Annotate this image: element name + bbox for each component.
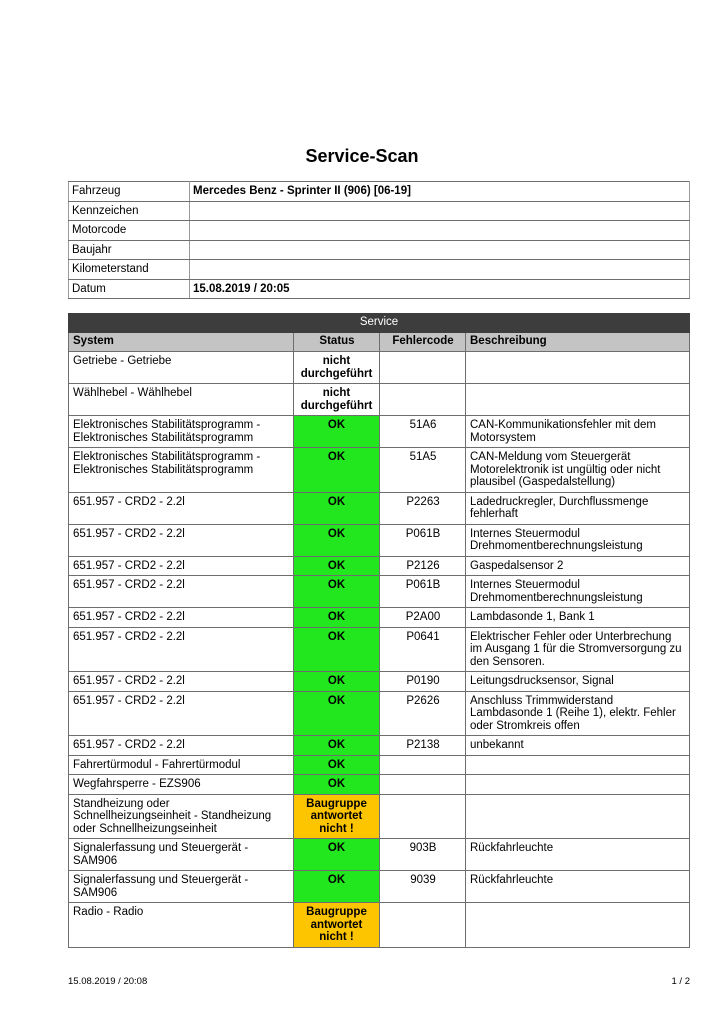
table-row	[69, 691, 690, 736]
fehlercode-cell: 903B	[380, 839, 466, 871]
status-badge: OK	[294, 416, 380, 448]
table-row	[69, 416, 690, 448]
fehlercode-cell: P2138	[380, 736, 466, 756]
vehicle-info-value	[190, 260, 690, 280]
vehicle-info-table	[68, 181, 690, 299]
system-cell: 651.957 - CRD2 - 2.2l	[69, 492, 294, 524]
status-badge: OK	[294, 556, 380, 576]
column-header-fehlercode: Fehlercode	[380, 333, 466, 352]
table-row	[69, 576, 690, 608]
service-table	[68, 313, 690, 948]
system-cell: Radio - Radio	[69, 903, 294, 948]
beschreibung-cell: Internes Steuermodul Drehmomentberechnungsleistung	[466, 524, 690, 556]
status-badge: nicht durchgeführt	[294, 352, 380, 384]
table-row	[69, 794, 690, 839]
fehlercode-cell: P061B	[380, 576, 466, 608]
page-title: Service-Scan	[305, 146, 419, 166]
column-header-row	[69, 333, 690, 352]
vehicle-info-label: Fahrzeug	[69, 182, 190, 202]
fehlercode-cell	[380, 794, 466, 839]
beschreibung-cell: CAN-Kommunikationsfehler mit dem Motorsystem	[466, 416, 690, 448]
vehicle-info-row	[69, 221, 690, 241]
table-row	[69, 448, 690, 493]
system-cell: Signalerfassung und Steuergerät - SAM906	[69, 871, 294, 903]
table-row	[69, 627, 690, 672]
vehicle-info-label: Kennzeichen	[69, 201, 190, 221]
vehicle-info-value: 15.08.2019 / 20:05	[190, 279, 690, 299]
beschreibung-cell: CAN-Meldung vom Steuergerät Motorelektronik ist ungültig oder nicht plausibel (Gaspedalstellung)	[466, 448, 690, 493]
system-cell: 651.957 - CRD2 - 2.2l	[69, 627, 294, 672]
vehicle-info-label: Kilometerstand	[69, 260, 190, 280]
status-badge: OK	[294, 755, 380, 775]
service-section-header	[69, 314, 690, 333]
system-cell: Standheizung oder Schnellheizungseinheit - Standheizung oder Schnellheizungseinheit	[69, 794, 294, 839]
fehlercode-cell	[380, 755, 466, 775]
system-cell: 651.957 - CRD2 - 2.2l	[69, 556, 294, 576]
beschreibung-cell	[466, 903, 690, 948]
status-badge: OK	[294, 524, 380, 556]
fehlercode-cell: P2263	[380, 492, 466, 524]
vehicle-info-value	[190, 221, 690, 241]
beschreibung-cell: Gaspedalsensor 2	[466, 556, 690, 576]
vehicle-info-row	[69, 260, 690, 280]
system-cell: 651.957 - CRD2 - 2.2l	[69, 736, 294, 756]
fehlercode-cell	[380, 352, 466, 384]
column-header-system: System	[69, 333, 294, 352]
fehlercode-cell: 9039	[380, 871, 466, 903]
fehlercode-cell	[380, 903, 466, 948]
status-badge: Baugruppe antwortet nicht !	[294, 794, 380, 839]
vehicle-info-row	[69, 201, 690, 221]
beschreibung-cell	[466, 794, 690, 839]
system-cell: 651.957 - CRD2 - 2.2l	[69, 576, 294, 608]
beschreibung-cell	[466, 775, 690, 795]
table-row	[69, 736, 690, 756]
system-cell: Wegfahrsperre - EZS906	[69, 775, 294, 795]
system-cell: 651.957 - CRD2 - 2.2l	[69, 691, 294, 736]
system-cell: 651.957 - CRD2 - 2.2l	[69, 524, 294, 556]
status-badge: OK	[294, 627, 380, 672]
table-row	[69, 352, 690, 384]
system-cell: Wählhebel - Wählhebel	[69, 384, 294, 416]
system-cell: Elektronisches Stabilitätsprogramm - Elektronisches Stabilitätsprogramm	[69, 448, 294, 493]
table-row	[69, 672, 690, 692]
beschreibung-cell	[466, 352, 690, 384]
vehicle-info-label: Baujahr	[69, 240, 190, 260]
status-badge: OK	[294, 691, 380, 736]
status-badge: Baugruppe antwortet nicht !	[294, 903, 380, 948]
fehlercode-cell: 51A5	[380, 448, 466, 493]
fehlercode-cell: 51A6	[380, 416, 466, 448]
status-badge: OK	[294, 736, 380, 756]
vehicle-info-row	[69, 182, 690, 202]
vehicle-info-label: Datum	[69, 279, 190, 299]
table-row	[69, 839, 690, 871]
table-row	[69, 775, 690, 795]
fehlercode-cell: P061B	[380, 524, 466, 556]
system-cell: Getriebe - Getriebe	[69, 352, 294, 384]
table-row	[69, 556, 690, 576]
fehlercode-cell	[380, 384, 466, 416]
status-badge: OK	[294, 672, 380, 692]
beschreibung-cell: Lambdasonde 1, Bank 1	[466, 608, 690, 628]
system-cell: Elektronisches Stabilitätsprogramm - Elektronisches Stabilitätsprogramm	[69, 416, 294, 448]
fehlercode-cell: P0190	[380, 672, 466, 692]
table-row	[69, 492, 690, 524]
beschreibung-cell: Rückfahrleuchte	[466, 871, 690, 903]
fehlercode-cell	[380, 775, 466, 795]
system-cell: 651.957 - CRD2 - 2.2l	[69, 672, 294, 692]
beschreibung-cell: Elektrischer Fehler oder Unterbrechung im Ausgang 1 für die Stromversorgung zu den Sensoren.	[466, 627, 690, 672]
beschreibung-cell: Leitungsdrucksensor, Signal	[466, 672, 690, 692]
fehlercode-cell: P0641	[380, 627, 466, 672]
status-badge: nicht durchgeführt	[294, 384, 380, 416]
status-badge: OK	[294, 775, 380, 795]
beschreibung-cell: Anschluss Trimmwiderstand Lambdasonde 1 (Reihe 1), elektr. Fehler oder Stromkreis offen	[466, 691, 690, 736]
fehlercode-cell: P2126	[380, 556, 466, 576]
beschreibung-cell: Internes Steuermodul Drehmomentberechnungsleistung	[466, 576, 690, 608]
vehicle-info-value	[190, 240, 690, 260]
table-row	[69, 384, 690, 416]
table-row	[69, 524, 690, 556]
service-section-title: Service	[69, 314, 690, 333]
table-row	[69, 608, 690, 628]
beschreibung-cell: Rückfahrleuchte	[466, 839, 690, 871]
footer-timestamp: 15.08.2019 / 20:08	[68, 976, 148, 987]
vehicle-info-label: Motorcode	[69, 221, 190, 241]
beschreibung-cell	[466, 755, 690, 775]
table-row	[69, 903, 690, 948]
status-badge: OK	[294, 608, 380, 628]
vehicle-info-row	[69, 279, 690, 299]
status-badge: OK	[294, 839, 380, 871]
table-row	[69, 755, 690, 775]
system-cell: 651.957 - CRD2 - 2.2l	[69, 608, 294, 628]
status-badge: OK	[294, 448, 380, 493]
status-badge: OK	[294, 492, 380, 524]
beschreibung-cell: Ladedruckregler, Durchflussmenge fehlerhaft	[466, 492, 690, 524]
column-header-beschreibung: Beschreibung	[466, 333, 690, 352]
fehlercode-cell: P2626	[380, 691, 466, 736]
fehlercode-cell: P2A00	[380, 608, 466, 628]
vehicle-info-row	[69, 240, 690, 260]
footer-page-number: 1 / 2	[671, 976, 690, 987]
table-row	[69, 871, 690, 903]
status-badge: OK	[294, 871, 380, 903]
status-badge: OK	[294, 576, 380, 608]
vehicle-info-value	[190, 201, 690, 221]
system-cell: Signalerfassung und Steuergerät - SAM906	[69, 839, 294, 871]
beschreibung-cell	[466, 384, 690, 416]
column-header-status: Status	[294, 333, 380, 352]
vehicle-info-value: Mercedes Benz - Sprinter II (906) [06-19]	[190, 182, 690, 202]
system-cell: Fahrertürmodul - Fahrertürmodul	[69, 755, 294, 775]
beschreibung-cell: unbekannt	[466, 736, 690, 756]
